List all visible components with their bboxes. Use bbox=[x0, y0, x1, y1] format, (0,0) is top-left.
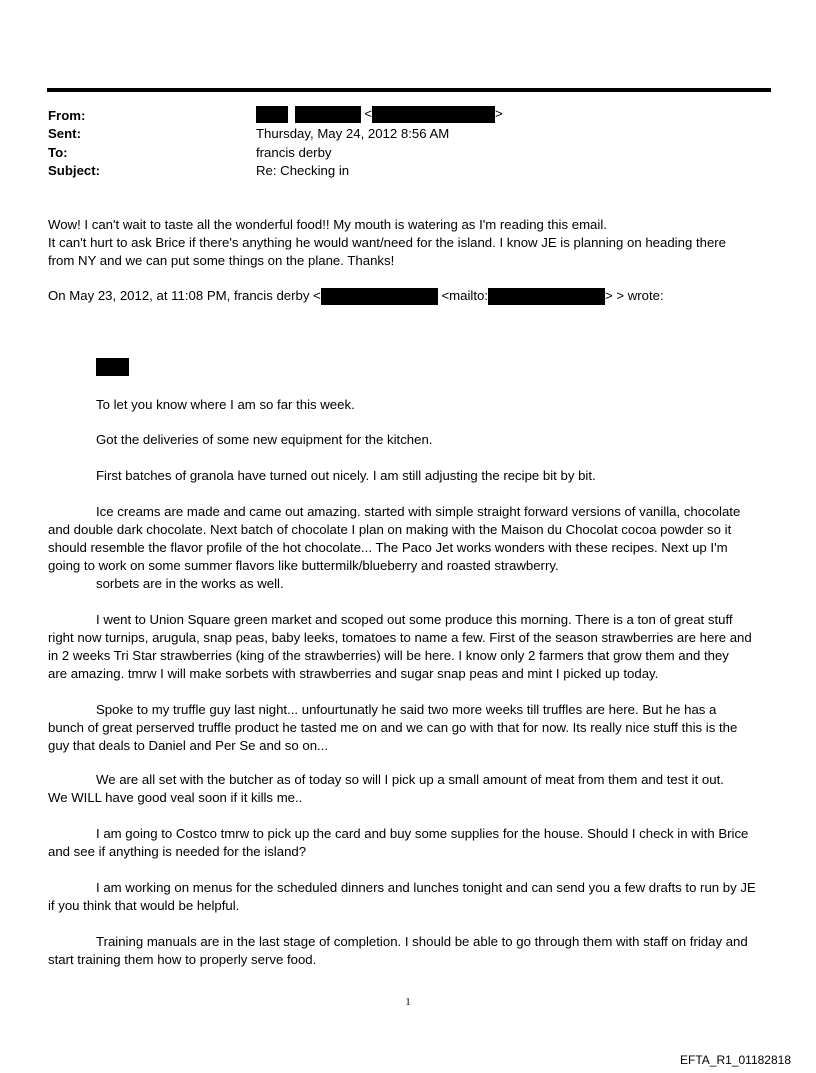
body-p8 bbox=[48, 825, 778, 861]
to-label: To: bbox=[48, 145, 68, 160]
redaction-box bbox=[295, 106, 361, 123]
body-p3: First batches of granola have turned out nicely. I am still adjusting the recipe bit by bit. bbox=[96, 468, 596, 483]
body-p9 bbox=[48, 879, 778, 915]
from-value bbox=[256, 106, 503, 123]
redaction-box bbox=[321, 288, 438, 305]
reply-body bbox=[48, 216, 778, 270]
from-label: From: bbox=[48, 108, 86, 123]
body-p6 bbox=[48, 701, 778, 755]
body-p1: To let you know where I am so far this week. bbox=[96, 397, 355, 412]
bates-number: EFTA_R1_01182818 bbox=[680, 1053, 791, 1067]
body-line: I went to Union Square green market and scoped out some produce this morning. There is a ton of great stuff bbox=[96, 612, 733, 627]
body-line: right now turnips, arugula, snap peas, baby leeks, tomatoes to name a few. First of the season strawberries are here and bbox=[48, 630, 752, 645]
body-line: start training them how to properly serve food. bbox=[48, 952, 317, 967]
subject-label: Subject: bbox=[48, 163, 101, 178]
body-line: Spoke to my truffle guy last night... unfourtunatly he said two more weeks till truffles are here. But he has a bbox=[96, 702, 717, 717]
body-p2: Got the deliveries of some new equipment for the kitchen. bbox=[96, 432, 433, 447]
from-bracket-close: > bbox=[495, 106, 503, 121]
body-line: are amazing. tmrw I will make sorbets with strawberries and sugar snap peas and mint I picked up today. bbox=[48, 666, 659, 681]
body-line: I am working on menus for the scheduled dinners and lunches tonight and can send you a few drafts to run by JE bbox=[96, 880, 756, 895]
redaction-box bbox=[372, 106, 495, 123]
reply-line: from NY and we can put some things on the plane. Thanks! bbox=[48, 253, 395, 268]
body-p10 bbox=[48, 933, 778, 969]
quote-header bbox=[48, 287, 778, 305]
body-line: if you think that would be helpful. bbox=[48, 898, 240, 913]
body-line: Training manuals are in the last stage of completion. I should be able to go through them with staff on friday and bbox=[96, 934, 748, 949]
subject-value: Re: Checking in bbox=[256, 163, 350, 178]
body-p7 bbox=[48, 771, 778, 807]
sent-label: Sent: bbox=[48, 126, 81, 141]
body-line: We WILL have good veal soon if it kills me.. bbox=[48, 790, 303, 805]
header-rule bbox=[47, 88, 771, 92]
redaction-box bbox=[96, 358, 129, 376]
body-line: Ice creams are made and came out amazing. started with simple straight forward versions of vanilla, chocolate bbox=[96, 504, 741, 519]
sent-value: Thursday, May 24, 2012 8:56 AM bbox=[256, 126, 450, 141]
body-line: going to work on some summer flavors like buttermilk/blueberry and roasted strawberry. bbox=[48, 558, 559, 573]
body-line: and see if anything is needed for the island? bbox=[48, 844, 307, 859]
body-line: We are all set with the butcher as of today so will I pick up a small amount of meat from them and test it out. bbox=[96, 772, 724, 787]
body-line: and double dark chocolate. Next batch of chocolate I plan on making with the Maison du Chocolat cocoa powder so it bbox=[48, 522, 732, 537]
from-bracket-open: < bbox=[364, 106, 373, 121]
body-line: bunch of great perserved truffle product he tasted me on and we can go with that for now. Its really nice stuff this is the bbox=[48, 720, 738, 735]
body-p4 bbox=[48, 503, 778, 593]
body-line: should resemble the flavor profile of the hot chocolate... The Paco Jet works wonders with these recipes. Next up I'm bbox=[48, 540, 728, 555]
redaction-box bbox=[488, 288, 605, 305]
body-line: I am going to Costco tmrw to pick up the card and buy some supplies for the house. Should I check in with Brice bbox=[96, 826, 749, 841]
body-line: in 2 weeks Tri Star strawberries (king of the strawberries) will be here. I know only 2 farmers that grow them and they bbox=[48, 648, 729, 663]
to-value: francis derby bbox=[256, 145, 332, 160]
body-p5 bbox=[48, 611, 778, 683]
body-line: sorbets are in the works as well. bbox=[96, 576, 284, 591]
quote-prefix: On May 23, 2012, at 11:08 PM, francis derby < bbox=[48, 288, 321, 303]
quote-mailto: <mailto: bbox=[441, 288, 489, 303]
page-number: 1 bbox=[405, 996, 411, 1008]
quote-suffix: > > wrote: bbox=[605, 288, 664, 303]
body-line: guy that deals to Daniel and Per Se and so on... bbox=[48, 738, 329, 753]
reply-line: Wow! I can't wait to taste all the wonderful food!! My mouth is watering as I'm reading this email. bbox=[48, 217, 607, 232]
reply-line: It can't hurt to ask Brice if there's anything he would want/need for the island. I know JE is planning on heading there bbox=[48, 235, 727, 250]
redaction-box bbox=[256, 106, 288, 123]
